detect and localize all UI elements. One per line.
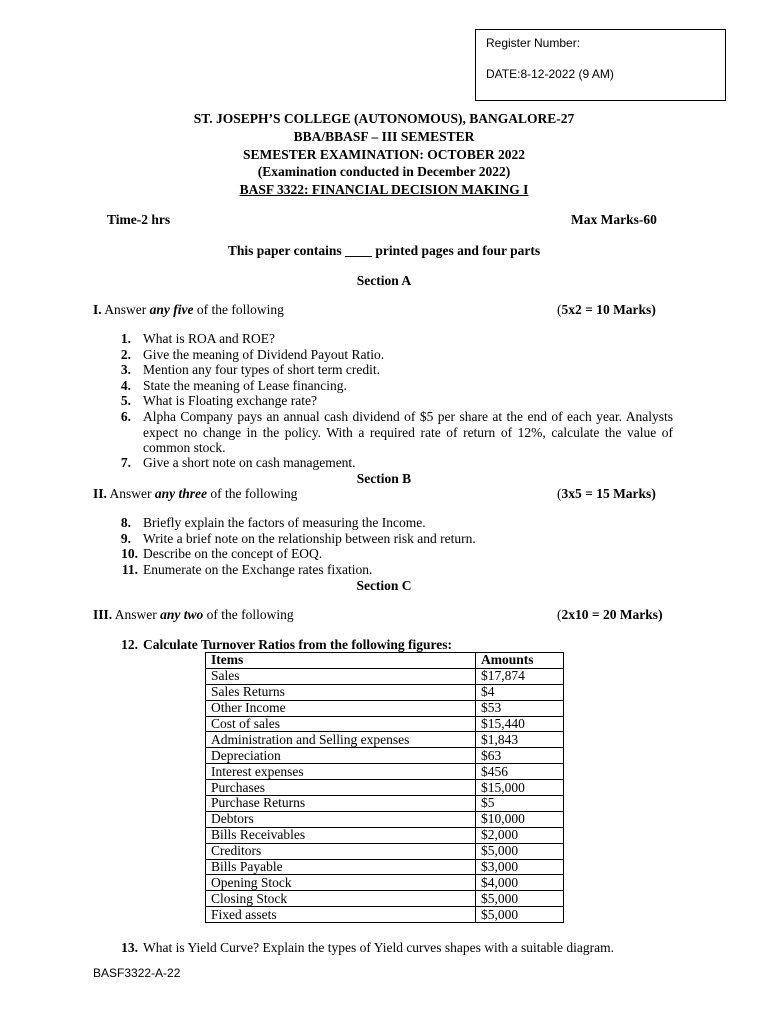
table-row — [206, 764, 564, 780]
table-row — [206, 668, 564, 684]
section-b-emphasis: any three — [154, 486, 208, 501]
college-name: ST. JOSEPH’S COLLEGE (AUTONOMOUS), BANGALORE-27 — [193, 111, 575, 126]
course-title-text: BASF 3322: FINANCIAL DECISION MAKING I — [239, 182, 529, 197]
pages-note: This paper contains ____ printed pages and four parts — [227, 243, 541, 258]
section-c-marks — [557, 607, 663, 623]
section-c-emphasis: any two — [160, 607, 204, 622]
course-title — [0, 181, 768, 199]
amount-cell: $4 — [476, 684, 564, 700]
section-c-roman: III. — [93, 607, 113, 622]
question-text: Enumerate on the Exchange rates fixation. — [143, 562, 373, 577]
question-text: Briefly explain the factors of measuring the Income. — [143, 515, 426, 530]
amount-cell: $5 — [476, 796, 564, 812]
question-text: Give the meaning of Dividend Payout Ratio. — [143, 347, 385, 362]
question-text: Describe on the concept of EOQ. — [143, 546, 323, 561]
section-a-title: Section A — [356, 273, 412, 288]
amount-cell: $4,000 — [476, 875, 564, 891]
amount-cell: $15,440 — [476, 716, 564, 732]
exam-title: SEMESTER EXAMINATION: OCTOBER 2022 — [243, 147, 525, 162]
section-c-marks-open: ( — [557, 607, 562, 622]
item-cell: Opening Stock — [206, 875, 476, 891]
table-row — [206, 875, 564, 891]
amount-cell: $456 — [476, 764, 564, 780]
section-b-post: of the following — [207, 486, 298, 501]
item-cell: Purchases — [206, 780, 476, 796]
turnover-figures-table — [205, 652, 564, 923]
section-c-title: Section C — [356, 578, 412, 593]
exam-time: Time-2 hrs — [107, 212, 171, 227]
programme: BBA/BBASF – III SEMESTER — [293, 129, 475, 144]
question-number: 10. — [121, 546, 138, 561]
item-cell: Sales Returns — [206, 684, 476, 700]
section-c-marks-value: 2x10 = 20 Marks) — [561, 607, 663, 622]
table-row — [206, 716, 564, 732]
question-number: 1. — [120, 331, 131, 346]
section-c-instruction — [93, 607, 294, 623]
paper-code: BASF3322-A-22 — [93, 966, 181, 980]
table-row — [206, 891, 564, 907]
question-number: 2. — [120, 347, 131, 362]
amount-cell: $63 — [476, 748, 564, 764]
section-b-roman: II. — [93, 486, 107, 501]
section-b-marks — [557, 486, 656, 502]
register-number-label: Register Number: — [486, 36, 581, 50]
table-row — [206, 700, 564, 716]
section-a-marks-open: ( — [557, 302, 562, 317]
item-cell: Interest expenses — [206, 764, 476, 780]
question-number: 5. — [120, 393, 131, 408]
section-c-pre: Answer — [112, 607, 161, 622]
question-number: 12. — [121, 637, 138, 652]
section-a-pre: Answer — [101, 302, 150, 317]
question-text: Write a brief note on the relationship between risk and return. — [143, 531, 476, 546]
register-box — [475, 29, 726, 101]
question-text: What is Floating exchange rate? — [143, 393, 317, 408]
question-number: 9. — [120, 531, 131, 546]
section-c-post: of the following — [203, 607, 294, 622]
question-text: Mention any four types of short term credit. — [143, 362, 380, 377]
table-header-row — [206, 653, 564, 669]
section-b-pre: Answer — [106, 486, 155, 501]
question-text: Give a short note on cash management. — [143, 455, 356, 470]
amount-cell: $5,000 — [476, 907, 564, 923]
section-b-marks-open: ( — [557, 486, 562, 501]
question-number: 4. — [120, 378, 131, 393]
amount-cell: $1,843 — [476, 732, 564, 748]
table-row — [206, 796, 564, 812]
section-a-instruction — [93, 302, 284, 318]
question-number: 6. — [120, 409, 131, 424]
section-b-title: Section B — [356, 471, 412, 486]
table-row — [206, 827, 564, 843]
table-row — [206, 732, 564, 748]
question-text: State the meaning of Lease financing. — [143, 378, 347, 393]
amount-cell: $53 — [476, 700, 564, 716]
question-text: Calculate Turnover Ratios from the following figures: — [143, 637, 452, 652]
item-cell: Sales — [206, 668, 476, 684]
table-row — [206, 748, 564, 764]
item-cell: Bills Payable — [206, 859, 476, 875]
amount-cell: $5,000 — [476, 891, 564, 907]
section-a-emphasis: any five — [149, 302, 194, 317]
question-number: 8. — [120, 515, 131, 530]
amount-cell: $17,874 — [476, 668, 564, 684]
item-cell: Depreciation — [206, 748, 476, 764]
amount-cell: $2,000 — [476, 827, 564, 843]
item-cell: Closing Stock — [206, 891, 476, 907]
section-b-instruction — [93, 486, 297, 502]
amount-cell: $10,000 — [476, 811, 564, 827]
question-number: 11. — [121, 562, 138, 577]
amount-cell: $15,000 — [476, 780, 564, 796]
table-row — [206, 843, 564, 859]
section-a-roman: I. — [93, 302, 102, 317]
column-header-amounts: Amounts — [476, 653, 564, 669]
question-text: What is Yield Curve? Explain the types of Yield curves shapes with a suitable diagram. — [143, 940, 615, 955]
section-a-post: of the following — [193, 302, 284, 317]
table-row — [206, 780, 564, 796]
item-cell: Administration and Selling expenses — [206, 732, 476, 748]
column-header-items: Items — [206, 653, 476, 669]
section-a-marks-value: 5x2 = 10 Marks) — [561, 302, 656, 317]
item-cell: Debtors — [206, 811, 476, 827]
question-number: 3. — [120, 362, 131, 377]
amount-cell: $3,000 — [476, 859, 564, 875]
max-marks: Max Marks-60 — [571, 212, 657, 227]
item-cell: Fixed assets — [206, 907, 476, 923]
question-text: Alpha Company pays an annual cash dividend of $5 per share at the end of each year. Analysts expect no change in the policy. With a required rate of return of 12%, calculate the value of common stock. — [143, 409, 673, 455]
question-number: 13. — [121, 940, 138, 955]
table-row — [206, 811, 564, 827]
section-b-marks-value: 3x5 = 15 Marks) — [561, 486, 656, 501]
exam-conducted-note: (Examination conducted in December 2022) — [257, 164, 511, 179]
table-row — [206, 859, 564, 875]
question-number: 7. — [120, 455, 131, 470]
item-cell: Bills Receivables — [206, 827, 476, 843]
item-cell: Purchase Returns — [206, 796, 476, 812]
question-text: What is ROA and ROE? — [143, 331, 275, 346]
item-cell: Other Income — [206, 700, 476, 716]
exam-date: DATE:8-12-2022 (9 AM) — [486, 67, 614, 81]
table-row — [206, 907, 564, 923]
amount-cell: $5,000 — [476, 843, 564, 859]
table-row — [206, 684, 564, 700]
item-cell: Cost of sales — [206, 716, 476, 732]
item-cell: Creditors — [206, 843, 476, 859]
section-a-marks — [557, 302, 656, 318]
